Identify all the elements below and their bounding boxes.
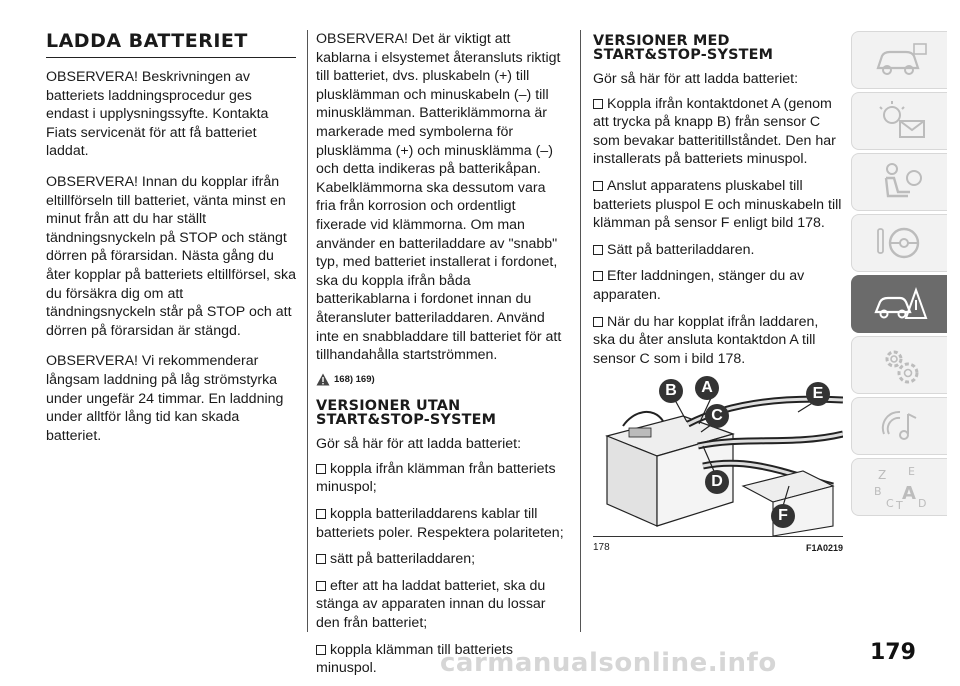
chapter-tabs [851, 31, 960, 519]
checkbox-bullet-icon [316, 464, 326, 474]
checkbox-bullet-icon [316, 554, 326, 564]
list-item: Efter laddningen, stänger du av apparaten. [593, 268, 805, 303]
list-item: efter att ha laddat batteriet, ska du stänga av apparaten innan du lossar den från batteriet; [316, 577, 546, 632]
svg-text:E: E [907, 465, 915, 478]
list-item: sätt på batteriladdaren; [316, 550, 568, 569]
tab-car-dashboard[interactable] [851, 31, 947, 89]
svg-text:T: T [895, 499, 903, 511]
column-divider [307, 30, 308, 632]
paragraph: OBSERVERA! Det är viktigt att kablarna i elsystemet återansluts riktigt till batteriet, dvs. pluskabeln (+) till plusklämman och minuskabeln (–) till minusklämman. Batteriklämmorna är markerade med symbolerna för plusklämma (+) och minusklämma (–) och detta indikeras på batterikåpan. Kabelklämmorna ska dessutom vara fria från korrosion och ordentligt fixerade vid klämmorna. Om man använder en batteriladdare av "snabb" typ, med batteriet installerat i fordonet, ska du koppla ifrån båda batterikablarna i fordonet innan du återansluter batteriladdaren. Använd inte en snabbladdare till batteriet för att tillhandahålla startströmmen. [316, 31, 562, 364]
callout-A: A [695, 376, 719, 400]
callout-B: B [659, 379, 683, 403]
svg-text:D: D [917, 497, 926, 510]
intro-text: Gör så här för att ladda batteriet: [316, 436, 522, 453]
callout-D: D [705, 470, 729, 494]
checkbox-bullet-icon [593, 99, 603, 109]
list-item: Anslut apparatens pluskabel till batteriets pluspol E och minuskabeln till klämman på sensor F enligt bild 178. [593, 177, 842, 232]
intro-text: Gör så här för att ladda batteriet: [593, 71, 799, 87]
section-heading: VERSIONER UTAN START&STOP-SYSTEM [316, 398, 497, 429]
tab-warning-lights[interactable] [851, 92, 947, 150]
watermark: carmanualsonline.info [440, 648, 777, 678]
list-item: koppla klämman till batteriets minuspol. [316, 641, 513, 677]
callout-E: E [806, 382, 830, 406]
column-3 [593, 30, 843, 558]
list-item: Koppla ifrån kontaktdonet A (genom att trycka på knapp B) från sensor C som bevakar batteritillståndet. Den har installerats på batteriets minuspol. [593, 95, 836, 168]
warning-reference [316, 371, 568, 390]
multimedia-icon [872, 404, 928, 448]
svg-text:B: B [873, 485, 882, 498]
checkbox-bullet-icon [593, 271, 603, 281]
figure-battery-sensor [593, 376, 843, 537]
svg-text:Z: Z [877, 468, 886, 482]
callout-F: F [771, 504, 795, 528]
checkbox-bullet-icon [593, 181, 603, 191]
tab-index[interactable] [851, 458, 947, 516]
tab-multimedia[interactable] [851, 397, 947, 455]
list-item: När du har kopplat ifrån laddaren, ska du åter ansluta kontaktdon A till sensor C som i bild 178. [593, 313, 819, 367]
column-2 [316, 30, 568, 686]
list-item: koppla ifrån klämman från batteriets minuspol; [316, 460, 556, 496]
steering-wheel-icon [872, 221, 928, 265]
checkbox-bullet-icon [316, 509, 326, 519]
page-title: LADDA BATTERIET [46, 30, 296, 58]
checkbox-bullet-icon [316, 645, 326, 655]
checkbox-bullet-icon [593, 245, 603, 255]
tab-starting-driving[interactable] [851, 214, 947, 272]
callout-C: C [705, 404, 729, 428]
alphabet-index-icon [872, 463, 928, 511]
car-dashboard-icon [872, 40, 928, 80]
svg-text:C: C [885, 497, 894, 510]
figure-caption [593, 539, 843, 558]
emergency-car-icon [872, 282, 928, 326]
warning-refs: 168) 169) [334, 373, 375, 385]
battery-illustration [593, 376, 843, 536]
column-divider [580, 30, 581, 632]
page-number: 179 [870, 640, 916, 665]
section-heading: VERSIONER MED START&STOP-SYSTEM [593, 33, 774, 63]
svg-text:A: A [901, 483, 916, 504]
warning-light-icon [872, 99, 928, 143]
paragraph: OBSERVERA! Innan du kopplar ifrån eltillförseln till batteriet, vänta minst en minut från att du har ställt tändningsnyckeln på STOP och stängt dörren på förarsidan. Nästa gång du åter kopplar på batteriets eltillförsel, ska du försäkra dig om att tändningsnyckeln står på STOP och att dörren på förarsidan är stängd. [46, 173, 296, 339]
seat-airbag-icon [872, 160, 928, 204]
list-item: Sätt på batteriladdaren. [593, 241, 843, 260]
tab-safety[interactable] [851, 153, 947, 211]
checkbox-bullet-icon [593, 317, 603, 327]
maintenance-gear-icon [872, 343, 928, 387]
paragraph: OBSERVERA! Beskrivningen av batteriets laddningsprocedur ges endast i upplysningssyfte. Kontakta Fiats servicenät för att få batteriet laddat. [46, 69, 269, 160]
list-item: koppla batteriladdarens kablar till batteriets poler. Respektera polariteten; [316, 506, 564, 541]
checkbox-bullet-icon [316, 581, 326, 591]
tab-maintenance[interactable] [851, 336, 947, 394]
figure-number: 178 [593, 542, 610, 554]
tab-emergency[interactable] [851, 275, 947, 333]
paragraph: OBSERVERA! Vi rekommenderar långsam laddning på låg strömstyrka under ungefär 24 timmar. En laddning under alltför lång tid kan skada batteriet. [46, 353, 284, 444]
warning-triangle-icon [316, 373, 330, 386]
column-1 [46, 30, 296, 457]
figure-code: F1A0219 [805, 543, 843, 554]
